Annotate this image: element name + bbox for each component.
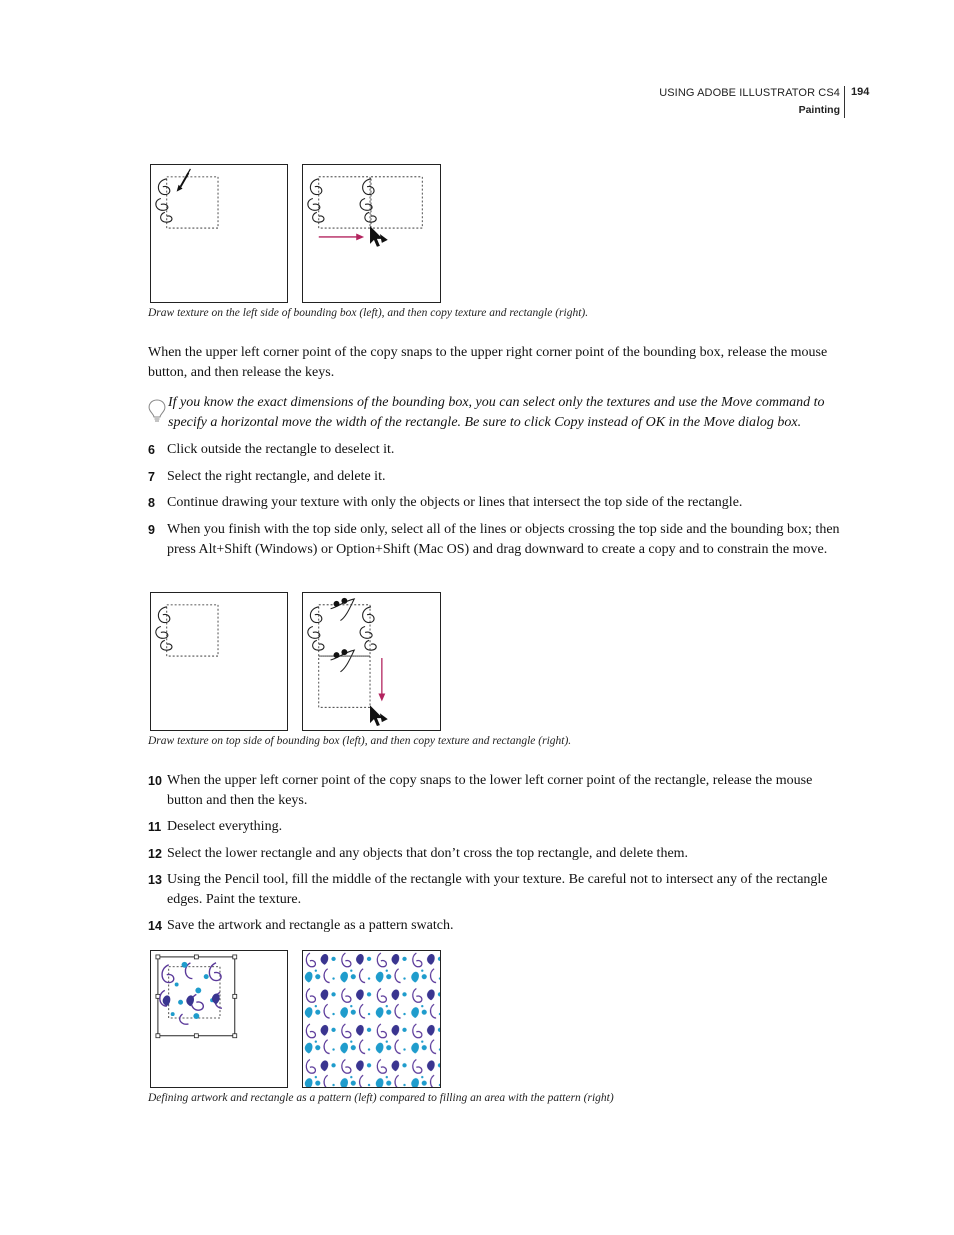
brush-icon (177, 169, 191, 192)
step-number: 13 (148, 873, 162, 887)
pattern-definition-illustration (151, 951, 287, 1087)
step-number: 14 (148, 919, 162, 933)
step-number: 8 (148, 496, 155, 510)
step-text: Click outside the rectangle to deselect it. (167, 442, 395, 457)
texture-copy-illustration (303, 165, 440, 302)
step-text: When the upper left corner point of the copy snaps to the lower left corner point of the rectangle, release the mouse button and then the keys. (167, 773, 813, 808)
copy-cursor-icon (370, 705, 388, 726)
step-text: Save the artwork and rectangle as a pattern swatch. (167, 918, 454, 933)
step-text: Select the lower rectangle and any objects that don’t cross the top rectangle, and delete them. (167, 846, 689, 861)
step-item (148, 870, 848, 910)
step-item (148, 817, 848, 837)
step-number: 6 (148, 443, 155, 457)
step-item (148, 771, 848, 811)
figure-3-right-panel (302, 950, 441, 1088)
figure-1-left-panel (150, 164, 288, 303)
step-text: Using the Pencil tool, fill the middle of the rectangle with your texture. Be careful not to intersect any of the rectangle edges. Paint the texture. (167, 872, 828, 907)
figure-1-right-panel (302, 164, 441, 303)
step-text: Deselect everything. (167, 819, 283, 834)
step-item (148, 440, 848, 460)
figure-3-left-panel (150, 950, 288, 1088)
figure-2-right-panel (302, 592, 441, 731)
step-number: 9 (148, 523, 155, 537)
figure-3-caption: Defining artwork and rectangle as a pattern (left) compared to filling an area with the pattern (right) (148, 1092, 614, 1104)
body-paragraph: When the upper left corner point of the copy snaps to the upper right corner point of the bounding box, release the mouse button, and then release the keys. (148, 345, 828, 380)
step-item (148, 844, 848, 864)
step-number: 11 (148, 820, 162, 834)
step-number: 12 (148, 847, 162, 861)
step-text: Select the right rectangle, and delete it. (167, 469, 386, 484)
step-item (148, 916, 848, 936)
lightbulb-icon (147, 398, 167, 424)
step-item (148, 493, 848, 513)
figure-1-caption: Draw texture on the left side of bounding box (left), and then copy texture and rectangle (right). (148, 307, 589, 319)
running-header-title: USING ADOBE ILLUSTRATOR CS4 (659, 87, 840, 99)
figure-2-caption: Draw texture on top side of bounding box (left), and then copy texture and rectangle (right). (148, 735, 572, 747)
step-text: When you finish with the top side only, select all of the lines or objects crossing the top side and the bounding box; then press Alt+Shift (Windows) or Option+Shift (Mac OS) and drag downward to create a copy and to constrain the move. (167, 522, 840, 557)
step-item (148, 520, 848, 560)
figure-2-left-panel (150, 592, 288, 731)
tip-text: If you know the exact dimensions of the bounding box, you can select only the textures and use the Move command to specify a horizontal move the width of the rectangle. Be sure to click Copy instead of OK in the Move dialog box. (168, 395, 825, 430)
header-divider (844, 86, 845, 118)
pattern-fill-illustration (303, 951, 440, 1087)
step-number: 10 (148, 774, 162, 788)
drag-right-arrow (319, 234, 364, 241)
step-item (148, 467, 848, 487)
texture-top-side-illustration (151, 593, 287, 730)
texture-copy-down-illustration (303, 593, 440, 730)
drag-down-arrow (378, 658, 385, 701)
running-header-section: Painting (798, 104, 840, 116)
copy-cursor-icon (370, 226, 388, 247)
step-number: 7 (148, 470, 155, 484)
page-number: 194 (851, 86, 870, 98)
texture-left-side-illustration (151, 165, 287, 302)
step-text: Continue drawing your texture with only the objects or lines that intersect the top side of the rectangle. (167, 495, 743, 510)
